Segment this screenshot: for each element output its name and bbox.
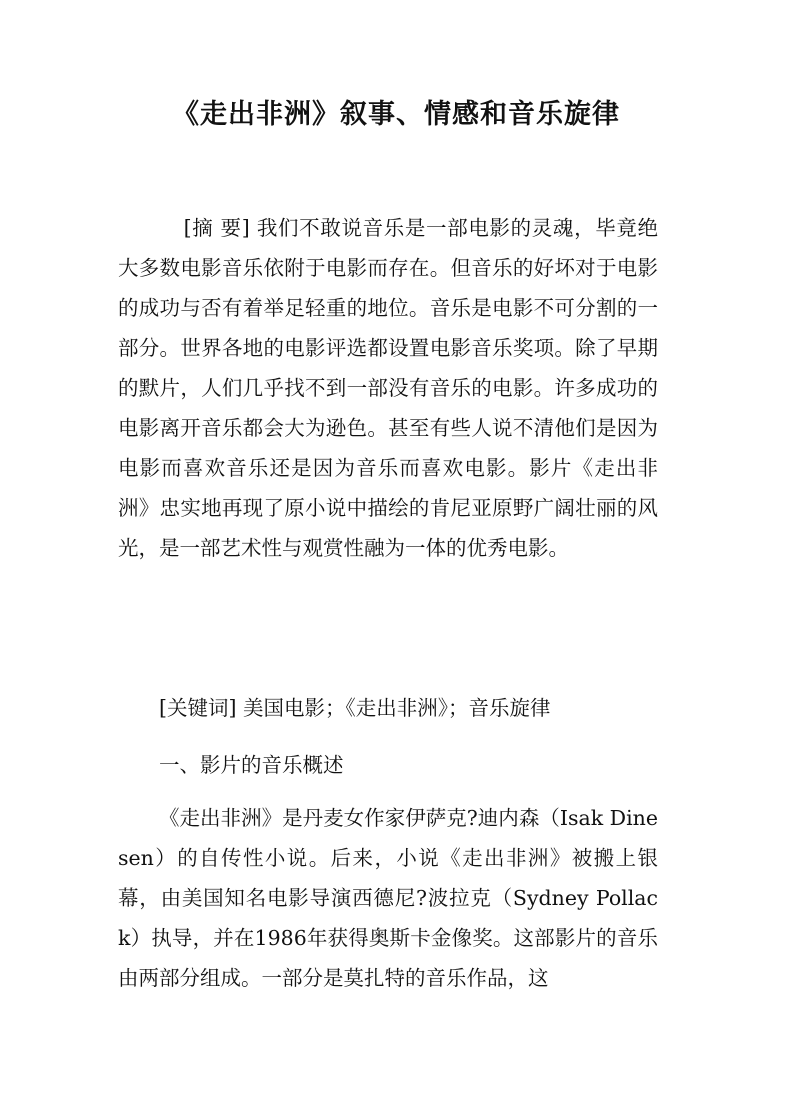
section-heading <box>118 745 658 785</box>
keywords-text: 美国电影；《走出非洲》；音乐旋律 <box>243 696 551 720</box>
section1-heading: 一、影片的音乐概述 <box>159 753 344 777</box>
abstract-section <box>118 208 658 568</box>
section1-paragraph: 《走出非洲》是丹麦女作家伊萨克?迪内森（Isak Dinesen）的自传性小说。后来，小说《走出非洲》被搬上银幕，由美国知名电影导演西德尼?波拉克（Sydney Pollack）执导，并在1986年获得奥斯卡金像奖。这部影片的音乐由两部分组成。一部分是莫扎特的音乐作品，这 <box>118 806 658 990</box>
abstract-label: [摘 要] <box>183 216 250 240</box>
abstract-text: 我们不敢说音乐是一部电影的灵魂，毕竟绝大多数电影音乐依附于电影而存在。但音乐的好坏对于电影的成功与否有着举足轻重的地位。音乐是电影不可分割的一部分。世界各地的电影评选都设置电影音乐奖项。除了早期的默片，人们几乎找不到一部没有音乐的电影。许多成功的电影离开音乐都会大为逊色。甚至有些人说不清他们是因为电影而喜欢音乐还是因为音乐而喜欢电影。影片《走出非洲》忠实地再现了原小说中描绘的肯尼亚原野广阔壮丽的风光，是一部艺术性与观赏性融为一体的优秀电影。 <box>118 216 659 560</box>
keywords-section <box>118 688 658 728</box>
keywords-label: [关键词] <box>159 696 237 720</box>
document-title: 《走出非洲》叙事、情感和音乐旋律 <box>172 99 620 130</box>
abstract-paragraph <box>118 208 658 568</box>
section1-body <box>118 798 658 998</box>
keywords-paragraph <box>118 688 658 728</box>
